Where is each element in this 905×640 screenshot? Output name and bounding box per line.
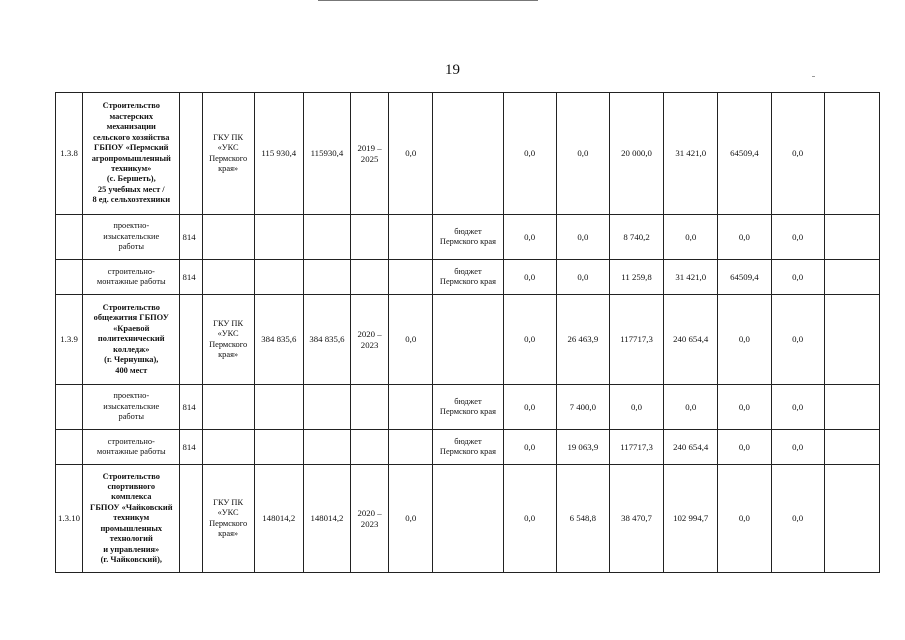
page-number: 19 <box>445 62 460 78</box>
table-row <box>56 385 880 430</box>
row-executor-cell <box>202 215 254 260</box>
page-bottom-margin <box>0 574 905 640</box>
scan-mark <box>812 76 815 77</box>
row-name-cell: Строительство спортивного комплекса ГБПОУ «Чайковский техникум промышленных технологий и управления» (г. Чайковский), <box>83 465 180 573</box>
row-cost-remaining-cell <box>303 215 350 260</box>
row-year7-cell <box>824 385 879 430</box>
row-year6-cell: 0,0 <box>771 385 824 430</box>
row-cost-remaining-cell: 148014,2 <box>303 465 350 573</box>
row-cost-remaining-cell: 384 835,6 <box>303 295 350 385</box>
row-kbk-cell: 814 <box>180 430 202 465</box>
row-year4-cell: 240 654,4 <box>664 295 718 385</box>
row-prior-cell: 0,0 <box>389 465 433 573</box>
row-kbk-cell: 814 <box>180 385 202 430</box>
row-prior-cell: 0,0 <box>389 93 433 215</box>
row-year1-cell: 0,0 <box>503 295 556 385</box>
row-kbk-cell: 814 <box>180 215 202 260</box>
row-cost-remaining-cell <box>303 385 350 430</box>
row-year5-cell: 64509,4 <box>718 93 771 215</box>
row-source-cell: бюджет Пермского края <box>433 260 503 295</box>
row-year2-cell: 6 548,8 <box>556 465 609 573</box>
row-executor-cell: ГКУ ПК «УКС Пермского края» <box>202 465 254 573</box>
row-source-cell <box>433 295 503 385</box>
row-year1-cell: 0,0 <box>503 465 556 573</box>
row-year1-cell: 0,0 <box>503 215 556 260</box>
row-cost-remaining-cell <box>303 260 350 295</box>
row-kbk-cell <box>180 295 202 385</box>
row-year4-cell: 31 421,0 <box>664 260 718 295</box>
row-year2-cell: 26 463,9 <box>556 295 609 385</box>
row-year6-cell: 0,0 <box>771 215 824 260</box>
row-executor-cell: ГКУ ПК «УКС Пермского края» <box>202 295 254 385</box>
row-code-cell: 1.3.9 <box>56 295 83 385</box>
row-cost-remaining-cell <box>303 430 350 465</box>
row-year2-cell: 7 400,0 <box>556 385 609 430</box>
row-year2-cell: 19 063,9 <box>556 430 609 465</box>
row-year3-cell: 0,0 <box>609 385 663 430</box>
top-rule <box>318 0 538 1</box>
row-year6-cell: 0,0 <box>771 430 824 465</box>
row-cost-total-cell <box>254 215 303 260</box>
row-prior-cell: 0,0 <box>389 295 433 385</box>
row-year4-cell: 0,0 <box>664 215 718 260</box>
row-code-cell: 1.3.10 <box>56 465 83 573</box>
row-year7-cell <box>824 93 879 215</box>
table-row <box>56 93 880 215</box>
row-year4-cell: 31 421,0 <box>664 93 718 215</box>
row-year6-cell: 0,0 <box>771 295 824 385</box>
row-year1-cell: 0,0 <box>503 430 556 465</box>
row-period-cell: 2020 – 2023 <box>351 465 389 573</box>
row-year5-cell: 0,0 <box>718 215 771 260</box>
row-kbk-cell: 814 <box>180 260 202 295</box>
row-period-cell: 2020 – 2023 <box>351 295 389 385</box>
row-year4-cell: 0,0 <box>664 385 718 430</box>
row-cost-total-cell <box>254 385 303 430</box>
row-year5-cell: 0,0 <box>718 430 771 465</box>
row-year1-cell: 0,0 <box>503 385 556 430</box>
row-executor-cell: ГКУ ПК «УКС Пермского края» <box>202 93 254 215</box>
row-year7-cell <box>824 465 879 573</box>
row-cost-total-cell: 115 930,4 <box>254 93 303 215</box>
row-year1-cell: 0,0 <box>503 260 556 295</box>
row-executor-cell <box>202 260 254 295</box>
row-period-cell <box>351 215 389 260</box>
row-period-cell <box>351 430 389 465</box>
row-year7-cell <box>824 215 879 260</box>
row-year3-cell: 117717,3 <box>609 295 663 385</box>
row-executor-cell <box>202 430 254 465</box>
row-year4-cell: 102 994,7 <box>664 465 718 573</box>
row-cost-total-cell: 384 835,6 <box>254 295 303 385</box>
row-code-cell <box>56 430 83 465</box>
budget-table <box>55 92 880 573</box>
row-code-cell <box>56 215 83 260</box>
row-year6-cell: 0,0 <box>771 93 824 215</box>
row-period-cell: 2019 – 2025 <box>351 93 389 215</box>
row-year7-cell <box>824 430 879 465</box>
row-name-cell: строительно- монтажные работы <box>83 430 180 465</box>
row-year5-cell: 0,0 <box>718 295 771 385</box>
row-source-cell <box>433 93 503 215</box>
row-year6-cell: 0,0 <box>771 465 824 573</box>
row-year2-cell: 0,0 <box>556 215 609 260</box>
row-cost-remaining-cell: 115930,4 <box>303 93 350 215</box>
row-source-cell <box>433 465 503 573</box>
row-name-cell: строительно- монтажные работы <box>83 260 180 295</box>
table-row <box>56 295 880 385</box>
row-source-cell: бюджет Пермского края <box>433 215 503 260</box>
row-prior-cell <box>389 385 433 430</box>
row-cost-total-cell <box>254 260 303 295</box>
row-year1-cell: 0,0 <box>503 93 556 215</box>
row-source-cell: бюджет Пермского края <box>433 385 503 430</box>
row-name-cell: проектно- изыскательские работы <box>83 215 180 260</box>
row-code-cell <box>56 260 83 295</box>
row-name-cell: проектно- изыскательские работы <box>83 385 180 430</box>
row-year5-cell: 0,0 <box>718 465 771 573</box>
row-cost-total-cell <box>254 430 303 465</box>
row-period-cell <box>351 385 389 430</box>
row-year5-cell: 64509,4 <box>718 260 771 295</box>
row-year3-cell: 11 259,8 <box>609 260 663 295</box>
row-year3-cell: 38 470,7 <box>609 465 663 573</box>
row-year5-cell: 0,0 <box>718 385 771 430</box>
row-year2-cell: 0,0 <box>556 93 609 215</box>
row-prior-cell <box>389 430 433 465</box>
row-executor-cell <box>202 385 254 430</box>
table-row <box>56 215 880 260</box>
row-year6-cell: 0,0 <box>771 260 824 295</box>
row-year4-cell: 240 654,4 <box>664 430 718 465</box>
row-period-cell <box>351 260 389 295</box>
row-year7-cell <box>824 295 879 385</box>
row-code-cell <box>56 385 83 430</box>
row-year3-cell: 8 740,2 <box>609 215 663 260</box>
table-row <box>56 465 880 573</box>
row-cost-total-cell: 148014,2 <box>254 465 303 573</box>
row-year7-cell <box>824 260 879 295</box>
row-year3-cell: 117717,3 <box>609 430 663 465</box>
row-code-cell: 1.3.8 <box>56 93 83 215</box>
row-prior-cell <box>389 260 433 295</box>
row-prior-cell <box>389 215 433 260</box>
row-kbk-cell <box>180 93 202 215</box>
row-name-cell: Строительство мастерских механизации сельского хозяйства ГБПОУ «Пермский агропромышленный техникум» (с. Бершеть), 25 учебных мест / 8 ед. сельхозтехники <box>83 93 180 215</box>
row-kbk-cell <box>180 465 202 573</box>
table-row <box>56 430 880 465</box>
row-year2-cell: 0,0 <box>556 260 609 295</box>
row-source-cell: бюджет Пермского края <box>433 430 503 465</box>
row-name-cell: Строительство общежития ГБПОУ «Краевой политехнический колледж» (г. Чернушка), 400 мест <box>83 295 180 385</box>
row-year3-cell: 20 000,0 <box>609 93 663 215</box>
table-row <box>56 260 880 295</box>
